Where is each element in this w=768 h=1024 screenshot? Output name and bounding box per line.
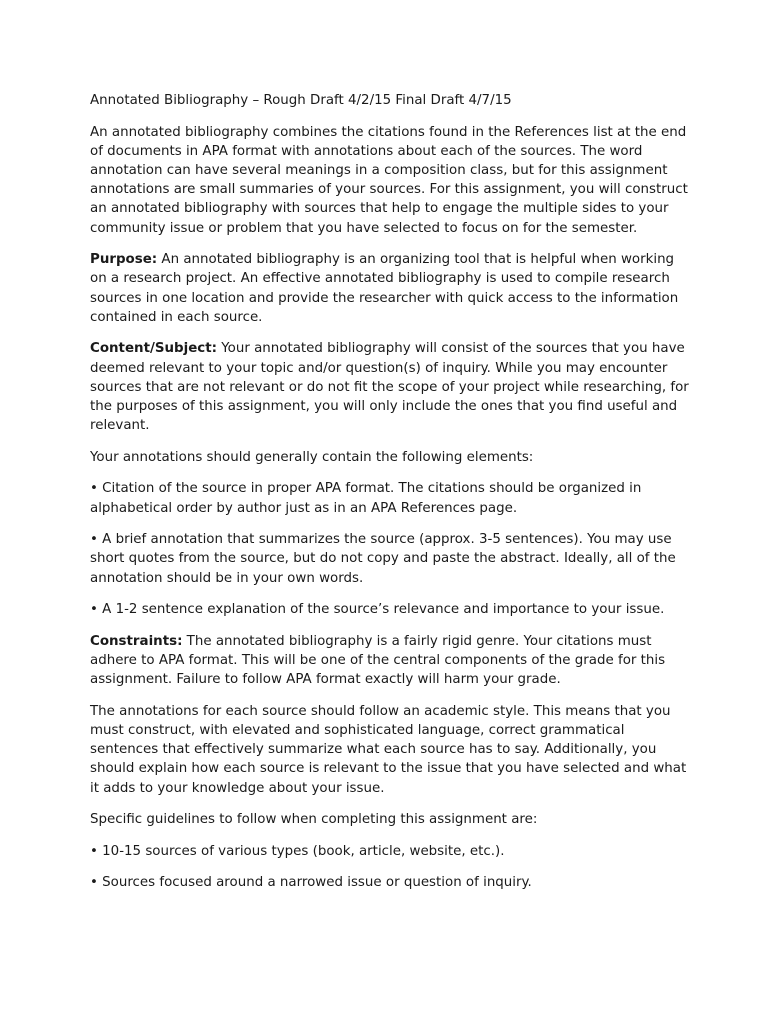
document-title: Annotated Bibliography – Rough Draft 4/2/15 Final Draft 4/7/15	[90, 93, 512, 108]
content-subject-paragraph	[90, 339, 690, 435]
purpose-label: Purpose:	[90, 252, 158, 268]
constraints-text: The annotated bibliography is a fairly rigid genre. Your citations must adhere to APA format. This will be one of the central components of the grade for this assignment. Failure to follow APA format exactly will harm your grade.	[90, 633, 666, 688]
document-page	[90, 91, 690, 905]
constraints-paragraph	[90, 632, 690, 690]
purpose-text: An annotated bibliography is an organizing tool that is helpful when working on a research project. An effective annotated bibliography is used to compile research sources in one location and provide the researcher with quick access to the information contained in each source.	[90, 252, 679, 325]
element-item-relevance: • A 1-2 sentence explanation of the source’s relevance and importance to your issue.	[90, 602, 665, 618]
guideline-item-focus: • Sources focused around a narrowed issue or question of inquiry.	[90, 875, 532, 891]
content-subject-label: Content/Subject:	[90, 341, 217, 357]
guideline-item-sources: • 10-15 sources of various types (book, article, website, etc.).	[90, 843, 505, 859]
element-item-annotation: • A brief annotation that summarizes the source (approx. 3-5 sentences). You may use short quotes from the source, but do not copy and paste the abstract. Ideally, all of the annotation should be in your own words.	[90, 532, 676, 586]
intro-paragraph: An annotated bibliography combines the citations found in the References list at the end of documents in APA format with annotations about each of the sources. The word annotation can have several meanings in a composition class, but for this assignment annotations are small summaries of your sources. For this assignment, you will construct an annotated bibliography with sources that help to engage the multiple sides to your community issue or problem that you have selected to focus on for the semester.	[90, 124, 688, 236]
elements-intro: Your annotations should generally contain the following elements:	[90, 449, 534, 465]
element-item-citation: • Citation of the source in proper APA format. The citations should be organized in alphabetical order by author just as in an APA References page.	[90, 481, 642, 516]
constraints-label: Constraints:	[90, 633, 183, 649]
academic-style-paragraph: The annotations for each source should follow an academic style. This means that you must construct, with elevated and sophisticated language, correct grammatical sentences that effectively summarize what each source has to say. Additionally, you should explain how each source is relevant to the issue that you have selected and what it adds to your knowledge about your issue.	[90, 703, 687, 796]
guidelines-intro: Specific guidelines to follow when completing this assignment are:	[90, 812, 538, 828]
purpose-paragraph	[90, 250, 690, 327]
content-subject-text: Your annotated bibliography will consist of the sources that you have deemed relevant to your topic and/or question(s) of inquiry. While you may encounter sources that are not relevant or do not fit the scope of your project while researching, for the purposes of this assignment, you will only include the ones that you find useful and relevant.	[90, 341, 689, 434]
